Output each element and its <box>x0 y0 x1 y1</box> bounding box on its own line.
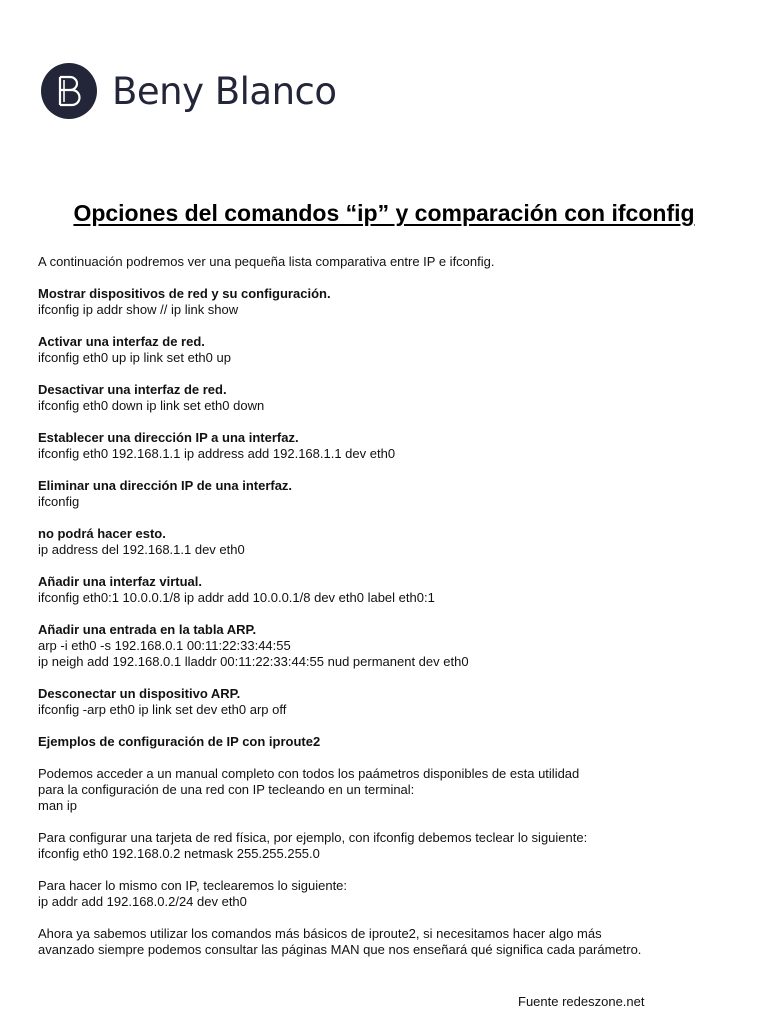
paragraph: Para configurar una tarjeta de red física, por ejemplo, con ifconfig debemos teclear lo siguiente: ifconfig eth0 192.168.0.2 netmask 255.255.255.0 <box>38 830 588 861</box>
paragraph: Podemos acceder a un manual completo con todos los paámetros disponibles de esta utilidad para la configuración de una red con IP tecleando en un terminal: man ip <box>38 766 580 813</box>
command-line: arp -i eth0 -s 192.168.0.1 00:11:22:33:44:55 <box>38 638 291 653</box>
command-line: ip address del 192.168.1.1 dev eth0 <box>38 542 245 557</box>
command-section <box>38 478 738 510</box>
command-line: ifconfig eth0 192.168.1.1 ip address add 192.168.1.1 dev eth0 <box>38 446 396 461</box>
paragraph: Ahora ya sabemos utilizar los comandos más básicos de iproute2, si necesitamos hacer algo más avanzado siempre podemos consultar las páginas MAN que nos enseñará qué significa cada parámetro. <box>38 926 642 957</box>
section-heading: Eliminar una dirección IP de una interfaz. <box>38 478 293 493</box>
letter-b-monogram-icon <box>41 63 97 119</box>
command-section <box>38 334 738 366</box>
section-heading: Establecer una dirección IP a una interfaz. <box>38 430 299 445</box>
paragraph: Para hacer lo mismo con IP, teclearemos lo siguiente: ip addr add 192.168.0.2/24 dev eth0 <box>38 878 348 909</box>
command-line: ifconfig ip addr show // ip link show <box>38 302 239 317</box>
command-line: ifconfig eth0 down ip link set eth0 down <box>38 398 265 413</box>
section-heading: Añadir una interfaz virtual. <box>38 574 202 589</box>
command-section <box>38 574 738 606</box>
command-line: ifconfig eth0:1 10.0.0.1/8 ip addr add 10.0.0.1/8 dev eth0 label eth0:1 <box>38 590 435 605</box>
section-heading: Desactivar una interfaz de red. <box>38 382 227 397</box>
section-heading: Desconectar un dispositivo ARP. <box>38 686 241 701</box>
section-heading: Activar una interfaz de red. <box>38 334 205 349</box>
command-section <box>38 686 738 718</box>
brand-logo <box>41 63 337 119</box>
command-line: ifconfig -arp eth0 ip link set dev eth0 arp off <box>38 702 287 717</box>
section-heading: no podrá hacer esto. <box>38 526 166 541</box>
section-heading: Mostrar dispositivos de red y su configuración. <box>38 286 331 301</box>
brand-name: Beny Blanco <box>112 69 337 113</box>
command-line: ip neigh add 192.168.0.1 lladdr 00:11:22:33:44:55 nud permanent dev eth0 <box>38 654 469 669</box>
source-credit: Fuente redeszone.net <box>518 994 645 1009</box>
command-section <box>38 622 738 670</box>
document-body <box>38 254 738 974</box>
command-section <box>38 430 738 462</box>
command-line: ifconfig eth0 up ip link set eth0 up <box>38 350 231 365</box>
command-line: ifconfig <box>38 494 80 509</box>
command-section <box>38 286 738 318</box>
section-heading: Añadir una entrada en la tabla ARP. <box>38 622 257 637</box>
page-title: Opciones del comandos “ip” y comparación con ifconfig <box>73 200 695 226</box>
intro-text: A continuación podremos ver una pequeña lista comparativa entre IP e ifconfig. <box>38 254 495 269</box>
command-list <box>38 286 738 718</box>
command-section <box>38 526 738 558</box>
command-section <box>38 382 738 414</box>
examples-heading: Ejemplos de configuración de IP con iproute2 <box>38 734 321 749</box>
